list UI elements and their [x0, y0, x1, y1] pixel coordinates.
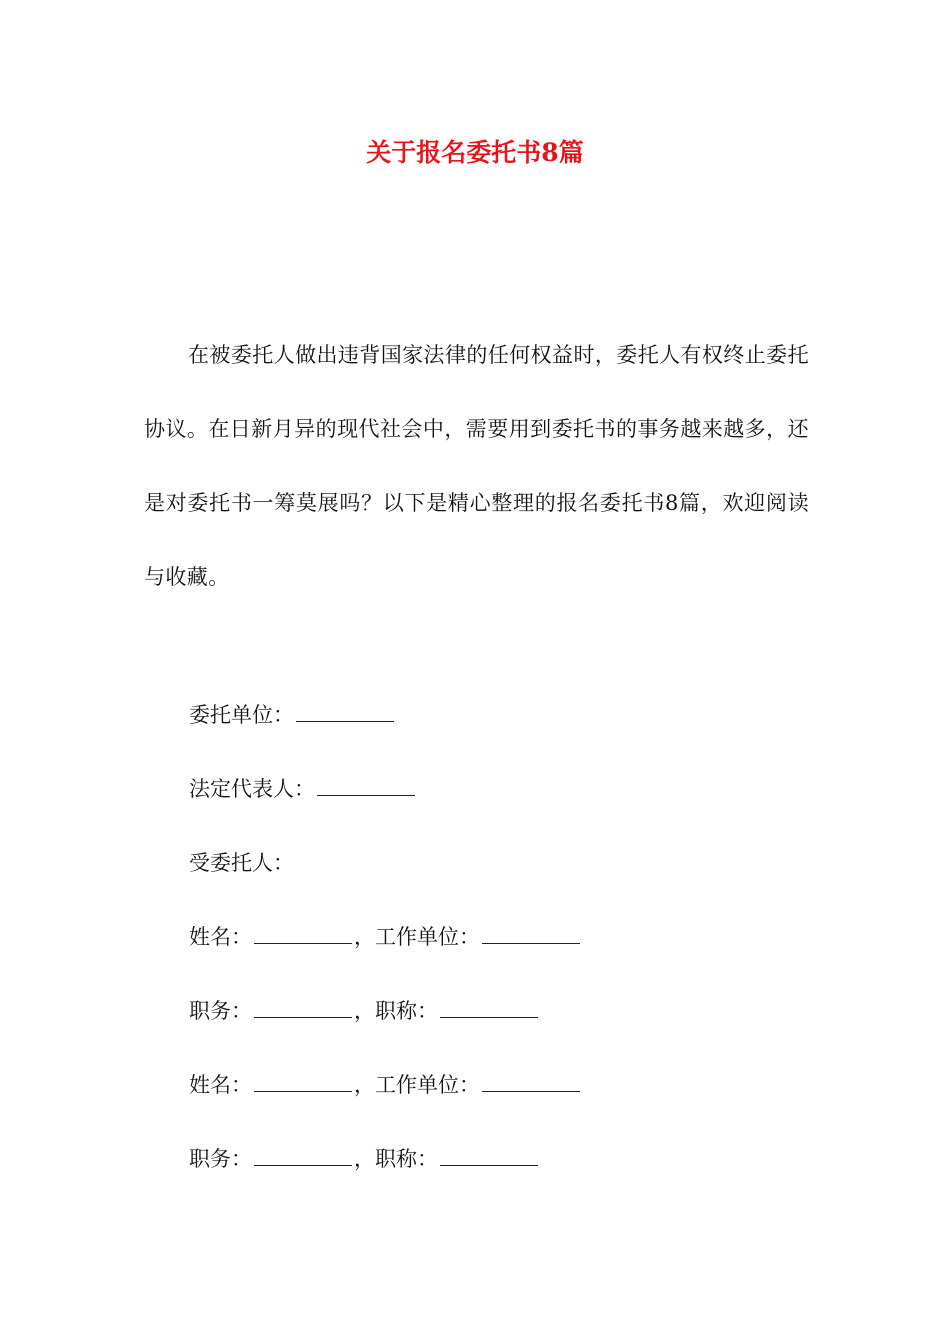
entrusting-unit-line — [189, 694, 809, 768]
work-unit-blank — [482, 925, 580, 944]
legal-rep-label: 法定代表人： — [189, 777, 315, 801]
entrusting-unit-label: 委托单位： — [189, 703, 294, 727]
trustee-2-name-line — [189, 1064, 809, 1138]
name-label: 姓名： — [189, 1073, 252, 1097]
position-label: 职务： — [189, 1147, 252, 1171]
trustee-1-name-line — [189, 916, 809, 990]
work-unit-label: ，工作单位： — [354, 1073, 480, 1097]
title-blank — [440, 999, 538, 1018]
entrustment-form — [189, 694, 809, 1212]
legal-rep-line — [189, 768, 809, 842]
position-blank — [254, 1147, 352, 1166]
document-title: 关于报名委托书8篇 — [366, 138, 584, 167]
title-blank — [440, 1147, 538, 1166]
trustee-2-position-line — [189, 1138, 809, 1212]
name-label: 姓名： — [189, 925, 252, 949]
entrusting-unit-blank — [296, 703, 394, 722]
trustee-label: 受委托人： — [189, 851, 294, 875]
trustee-1-position-line — [189, 990, 809, 1064]
title-label: ，职称： — [354, 999, 438, 1023]
position-label: 职务： — [189, 999, 252, 1023]
work-unit-label: ，工作单位： — [354, 925, 480, 949]
intro-paragraph: 在被委托人做出违背国家法律的任何权益时，委托人有权终止委托协议。在日新月异的现代社会中，需要用到委托书的事务越来越多，还是对委托书一筹莫展吗？以下是精心整理的报名委托书8篇，欢迎阅读与收藏。 — [144, 343, 809, 589]
title-label: ，职称： — [354, 1147, 438, 1171]
trustee-line — [189, 842, 809, 916]
legal-rep-blank — [317, 777, 415, 796]
position-blank — [254, 999, 352, 1018]
work-unit-blank — [482, 1073, 580, 1092]
name-blank — [254, 925, 352, 944]
name-blank — [254, 1073, 352, 1092]
